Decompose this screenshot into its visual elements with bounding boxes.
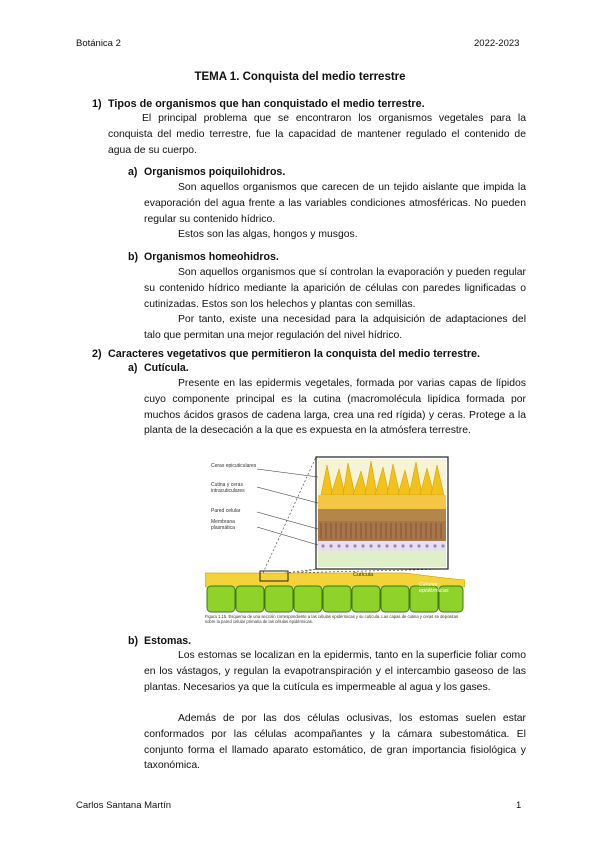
- figure-caption: Figura 1.15. Esquema de una sección correspondiente a las células epidérmicas y su cutícula. Las capas de cutina y ceras se depositan sobre la pared celular primaria de las células epidérmicas.: [205, 614, 459, 624]
- cutin-layer: [318, 495, 446, 509]
- subsection-1a-paragraph: Son aquellos organismos que carecen de un tejido aislante que impida la evaporación del agua frente a las variables condiciones atmosféricas. No pueden regular su contenido hídrico.: [144, 182, 526, 225]
- footer-author: Carlos Santana Martín: [76, 800, 172, 811]
- section-2-number: 2): [92, 348, 102, 360]
- subsection-1b-title: Organismos homeohidros.: [144, 251, 279, 263]
- label-epidermal-cells: Células epidérmicas: [419, 582, 449, 594]
- cuticle-diagram: [205, 455, 465, 627]
- header-year: 2022-2023: [474, 38, 520, 49]
- subsection-1a-heading: [128, 166, 428, 178]
- subsection-1a-letter: a): [128, 166, 138, 178]
- cuticle-figure: [205, 455, 465, 627]
- subsection-2b-paragraph-2: Además de por las dos células oclusivas, los estomas suelen estar conformados por las células acompañantes y la cámara subestomática. El conjunto forma el llamado aparato estomático, de gran importancia fisiológica y taxonómica.: [144, 713, 526, 772]
- section-1-heading: [92, 98, 512, 110]
- cell-wall: [318, 521, 446, 541]
- section-2-title: Caracteres vegetativos que permitieron la conquista del medio terrestre.: [108, 348, 481, 360]
- subsection-2a-heading: [128, 362, 428, 374]
- subsection-2b-letter: b): [128, 635, 138, 647]
- section-1-intro: El principal problema que se encontraron los organismos vegetales para la conquista del medio terrestre, fue la capacidad de mantener regulado el contenido de agua de su cuerpo.: [108, 113, 526, 156]
- section-1-title: Tipos de organismos que han conquistado el medio terrestre.: [108, 98, 425, 110]
- page-title: TEMA 1. Conquista del medio terrestre: [194, 71, 406, 83]
- cutin-wax-layer: [318, 509, 446, 521]
- label-cuticle: Cutícula: [353, 572, 374, 578]
- subsection-1b-conclusion: Por tanto, existe una necesidad para la adquisición de adaptaciones del talo que permitan una mejor regulación del nivel hídrico.: [144, 314, 526, 341]
- label-cutin-wax: Cutina y ceras intracuticulares: [211, 482, 245, 494]
- section-2-heading: [92, 348, 522, 360]
- subsection-1a-title: Organismos poiquilohidros.: [144, 166, 286, 178]
- label-cell-wall: Pared celular: [211, 508, 241, 514]
- header-subject: Botánica 2: [76, 38, 121, 49]
- subsection-1b-letter: b): [128, 251, 138, 263]
- label-plasma-membrane: Membrana plasmática: [211, 519, 235, 531]
- subsection-2b-title: Estomas.: [144, 635, 192, 647]
- subsection-1a-examples: Estos son las algas, hongos y musgos.: [178, 229, 358, 240]
- page-number: 1: [516, 800, 522, 811]
- cytoplasm: [318, 551, 446, 567]
- label-epicuticular-wax: Ceras epicuticulares: [211, 463, 257, 469]
- subsection-1b-paragraph: Son aquellos organismos que sí controlan la evaporación y pueden regular su contenido hídrico mediante la aparición de células con paredes lignificadas o cutinizadas. Estos son los helechos y plantas con semillas.: [144, 267, 526, 310]
- subsection-2a-paragraph: Presente en las epidermis vegetales, formada por varias capas de lípidos cuyo componente principal es la cutina (macromolécula lipídica formada por muchos ácidos grasos de cadena larga, crea una red rígida) y ceras. Protege a la planta de la desecación a la que es expuesta en la atmósfera terrestre.: [144, 378, 526, 437]
- subsection-2a-title: Cutícula.: [144, 362, 189, 374]
- label-lines: [257, 469, 318, 545]
- subsection-1b-heading: [128, 251, 428, 263]
- subsection-2b-heading: [128, 635, 428, 647]
- subsection-2b-paragraph: Los estomas se localizan en la epidermis, tanto en la superficie foliar como en los vástagos, y regulan la evapotranspiración y el intercambio gaseoso de las plantas. Necesarios ya que la cutícula es impermeable al agua y los gases.: [144, 650, 526, 693]
- section-1-number: 1): [92, 98, 102, 110]
- subsection-2a-letter: a): [128, 362, 138, 374]
